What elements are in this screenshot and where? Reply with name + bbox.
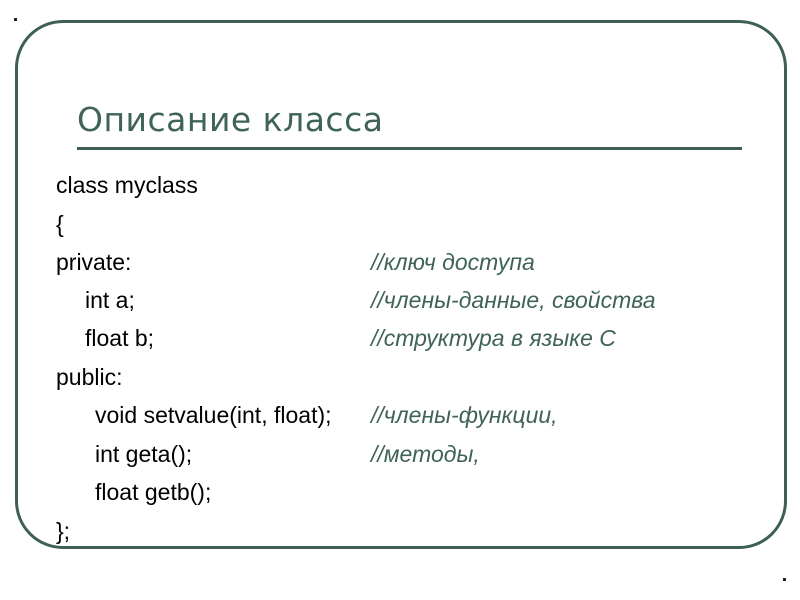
code-line-class-declaration: class myclass [56, 172, 198, 198]
code-line-getb: float getb(); [95, 479, 212, 505]
title-underline [77, 147, 742, 150]
slide-title: Описание класса [77, 100, 384, 139]
comment-methods: //методы, [371, 441, 480, 467]
comment-member-functions: //члены-функции, [371, 402, 558, 428]
code-line-int-a: int a; [85, 287, 135, 313]
comment-data-members: //члены-данные, свойства [371, 287, 656, 313]
code-line-public: public: [56, 364, 123, 390]
code-line-float-b: float b; [85, 325, 155, 351]
code-line-open-brace: { [56, 211, 64, 237]
code-line-setvalue: void setvalue(int, float); [95, 402, 332, 428]
code-line-private: private: [56, 249, 132, 275]
comment-c-struct: //структура в языке С [371, 325, 616, 351]
comment-access-key: //ключ доступа [371, 249, 535, 275]
code-line-close-brace: }; [56, 518, 71, 544]
corner-dot [14, 18, 17, 21]
code-line-geta: int geta(); [95, 441, 193, 467]
corner-dot [783, 578, 786, 581]
